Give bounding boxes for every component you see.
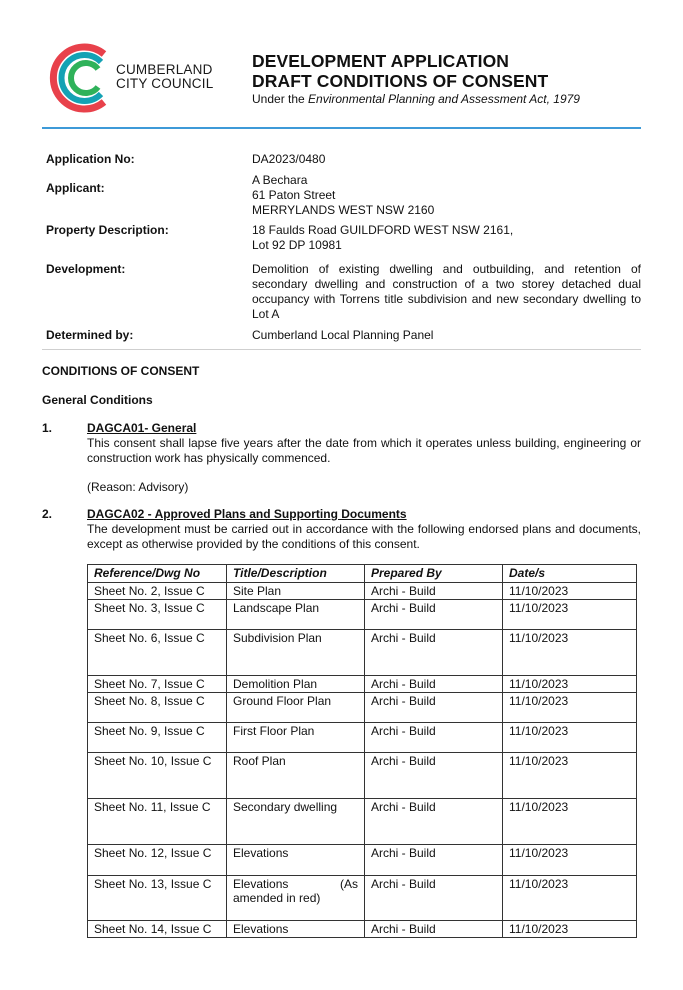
table-cell: Subdivision Plan [227,630,365,676]
table-cell: Archi - Build [365,845,503,876]
approved-plans-table [87,564,637,938]
conditions-heading: CONDITIONS OF CONSENT [42,364,200,378]
table-cell: Sheet No. 6, Issue C [88,630,227,676]
application-no-label: Application No: [46,152,135,166]
subtitle-prefix: Under the [252,92,309,106]
table-cell: Archi - Build [365,583,503,600]
applicant-line: MERRYLANDS WEST NSW 2160 [252,203,435,217]
table-cell: Archi - Build [365,921,503,938]
applicant-value [252,173,641,223]
property-line: Lot 92 DP 10981 [252,238,342,252]
table-cell: Sheet No. 14, Issue C [88,921,227,938]
table-cell: Archi - Build [365,693,503,723]
table-row [88,799,637,845]
property-label: Property Description: [46,223,169,237]
table-cell: Archi - Build [365,799,503,845]
logo-text [116,63,213,91]
table-cell: 11/10/2023 [503,693,637,723]
column-header: Title/Description [227,565,365,583]
general-conditions-heading: General Conditions [42,393,153,407]
application-no-row [42,152,641,173]
table-cell: Secondary dwelling [227,799,365,845]
condition-title: DAGCA01- General [87,421,197,435]
table-cell: Archi - Build [365,876,503,921]
table-cell: Sheet No. 11, Issue C [88,799,227,845]
applicant-row [42,173,641,223]
table-cell: Sheet No. 10, Issue C [88,753,227,799]
table-cell: 11/10/2023 [503,845,637,876]
table-header-row [88,565,637,583]
property-row [42,223,641,262]
table-row [88,921,637,938]
table-cell: 11/10/2023 [503,921,637,938]
subtitle [252,92,580,106]
table-cell: Sheet No. 3, Issue C [88,600,227,630]
table-row [88,583,637,600]
table-cell: 11/10/2023 [503,583,637,600]
table-cell: Archi - Build [365,630,503,676]
header-divider [42,127,641,129]
table-cell: Roof Plan [227,753,365,799]
title-line-1: DEVELOPMENT APPLICATION [252,51,510,71]
property-line: 18 Faulds Road GUILDFORD WEST NSW 2161, [252,223,514,237]
application-no-value: DA2023/0480 [252,152,326,166]
table-cell: Archi - Build [365,676,503,693]
table-row [88,845,637,876]
table-cell: Landscape Plan [227,600,365,630]
table-cell: Sheet No. 8, Issue C [88,693,227,723]
development-value: Demolition of existing dwelling and outbuilding, and retention of secondary dwelling and construction of a two storey detached dual occupancy with Torrens title subdivision and new secondary dwelling to Lot A [252,262,641,321]
determined-row [42,328,641,343]
table-cell: Sheet No. 2, Issue C [88,583,227,600]
application-details [42,152,641,343]
table-cell: Elevations (As amended in red) [227,876,365,921]
determined-label: Determined by: [46,328,134,342]
subtitle-act: Environmental Planning and Assessment Act, 1979 [308,92,580,106]
table-cell: Sheet No. 13, Issue C [88,876,227,921]
condition-text: The development must be carried out in accordance with the following endorsed plans and documents, except as otherwise provided by the conditions of this consent. [87,522,641,551]
document-title [252,51,580,106]
determined-value: Cumberland Local Planning Panel [252,328,434,342]
logo-line-2: CITY COUNCIL [116,76,214,91]
column-header: Prepared By [365,565,503,583]
table-cell: Sheet No. 9, Issue C [88,723,227,753]
table-cell: 11/10/2023 [503,630,637,676]
condition-1 [42,421,641,495]
table-cell: Archi - Build [365,753,503,799]
details-divider [42,349,641,350]
table-cell: Sheet No. 12, Issue C [88,845,227,876]
logo-line-1: CUMBERLAND [116,62,213,77]
table-cell: Demolition Plan [227,676,365,693]
condition-2 [42,507,641,552]
table-cell: 11/10/2023 [503,723,637,753]
table-cell: 11/10/2023 [503,600,637,630]
table-cell: Site Plan [227,583,365,600]
table-row [88,630,637,676]
table-cell: Elevations [227,921,365,938]
table-cell: First Floor Plan [227,723,365,753]
column-header: Date/s [503,565,637,583]
table-row [88,876,637,921]
table-cell: Elevations [227,845,365,876]
table-cell: 11/10/2023 [503,753,637,799]
condition-text: This consent shall lapse five years after the date from which it operates unless building, engineering or construction work has physically commenced. [87,436,641,465]
condition-number: 1. [42,421,53,435]
table-cell: 11/10/2023 [503,676,637,693]
applicant-line: A Bechara [252,173,308,187]
condition-number: 2. [42,507,53,521]
table-row [88,753,637,799]
condition-title: DAGCA02 - Approved Plans and Supporting Documents [87,507,407,521]
column-header: Reference/Dwg No [88,565,227,583]
cumberland-logo-icon [48,40,114,116]
development-row [42,262,641,328]
table-cell: Archi - Build [365,723,503,753]
table-cell: 11/10/2023 [503,799,637,845]
table-row [88,676,637,693]
table-row [88,723,637,753]
table-cell: 11/10/2023 [503,876,637,921]
table-row [88,600,637,630]
title-line-2: DRAFT CONDITIONS OF CONSENT [252,71,549,91]
table-cell: Archi - Build [365,600,503,630]
development-label: Development: [46,262,126,276]
table-cell: Sheet No. 7, Issue C [88,676,227,693]
table-row [88,693,637,723]
applicant-line: 61 Paton Street [252,188,336,202]
table-cell: Ground Floor Plan [227,693,365,723]
condition-reason: (Reason: Advisory) [87,480,189,494]
property-value [252,223,641,262]
applicant-label: Applicant: [46,181,105,195]
